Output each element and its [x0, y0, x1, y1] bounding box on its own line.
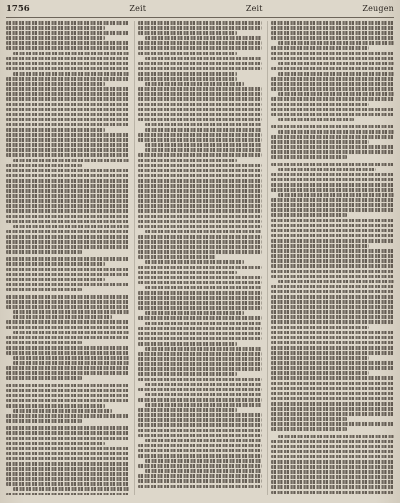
text-line	[271, 392, 394, 396]
text-line	[271, 275, 394, 279]
text-line	[6, 437, 129, 441]
text-line	[6, 230, 129, 234]
text-line	[6, 477, 129, 481]
text-line	[138, 352, 261, 356]
text-line	[6, 371, 129, 375]
text-line	[145, 36, 261, 40]
text-line	[138, 362, 261, 366]
text-line	[138, 332, 261, 336]
text-line	[6, 133, 129, 137]
text-line	[138, 266, 261, 270]
column-middle	[134, 21, 261, 495]
text-line	[138, 291, 261, 295]
text-line	[145, 403, 261, 407]
text-line	[138, 184, 261, 188]
text-line	[138, 169, 261, 173]
column-left	[6, 21, 129, 495]
text-line	[278, 193, 394, 197]
text-line	[271, 213, 347, 217]
text-line	[138, 46, 261, 50]
text-line	[138, 220, 261, 224]
text-line	[271, 346, 394, 350]
text-line	[138, 474, 261, 478]
text-line	[271, 155, 347, 159]
text-line	[271, 376, 394, 380]
text-line	[271, 422, 394, 426]
text-line	[271, 315, 394, 319]
text-line	[6, 67, 129, 71]
text-line	[6, 295, 129, 299]
text-line	[145, 347, 261, 351]
text-line	[138, 97, 261, 101]
text-line	[6, 278, 105, 282]
text-line	[138, 449, 261, 453]
text-line	[145, 393, 261, 397]
text-line	[6, 320, 129, 324]
column-right	[267, 21, 394, 495]
text-line	[6, 305, 129, 309]
text-line	[271, 455, 394, 459]
text-line	[145, 128, 261, 132]
text-line	[13, 225, 129, 229]
text-line	[138, 271, 237, 275]
text-line	[271, 163, 394, 167]
text-line	[6, 452, 129, 456]
text-line	[6, 143, 129, 147]
text-line	[6, 283, 129, 287]
text-line	[271, 320, 394, 324]
text-line	[278, 118, 354, 122]
text-line	[271, 460, 394, 464]
text-line	[138, 418, 261, 422]
text-line	[271, 259, 394, 263]
text-line	[138, 372, 237, 376]
text-line	[6, 220, 129, 224]
text-line	[271, 249, 394, 253]
text-line	[6, 194, 129, 198]
text-line	[6, 118, 129, 122]
text-line	[6, 235, 129, 239]
text-line	[271, 239, 394, 243]
text-line	[271, 198, 394, 202]
text-line	[271, 300, 394, 304]
text-line	[145, 143, 261, 147]
text-line	[6, 326, 129, 330]
text-line	[138, 41, 261, 45]
text-line	[138, 164, 261, 168]
text-line	[271, 183, 394, 187]
text-line	[138, 103, 261, 107]
text-line	[6, 113, 129, 117]
text-line	[138, 444, 261, 448]
text-line	[6, 92, 129, 96]
text-line	[6, 250, 82, 254]
text-line	[6, 77, 129, 81]
text-line	[6, 493, 129, 495]
text-line	[138, 77, 237, 81]
text-line	[6, 36, 105, 40]
text-line	[271, 412, 394, 416]
text-line	[271, 290, 394, 294]
text-line	[138, 189, 261, 193]
text-line	[138, 367, 261, 371]
text-line	[271, 326, 370, 330]
text-line	[6, 245, 129, 249]
text-line	[138, 52, 237, 56]
text-line	[145, 230, 261, 234]
text-line	[6, 404, 105, 408]
text-line	[6, 128, 105, 132]
text-line	[138, 67, 261, 71]
text-line	[138, 87, 261, 91]
text-line	[6, 341, 82, 345]
text-line	[271, 254, 394, 258]
text-line	[6, 41, 129, 45]
text-line	[6, 174, 129, 178]
text-line	[138, 118, 261, 122]
text-line	[271, 145, 394, 149]
text-line	[6, 467, 129, 471]
text-line	[278, 62, 394, 66]
text-line	[271, 203, 394, 207]
text-columns	[6, 21, 394, 495]
text-line	[271, 382, 394, 386]
text-line	[138, 408, 237, 412]
text-line	[145, 123, 261, 127]
text-line	[278, 130, 394, 134]
text-line	[138, 378, 261, 382]
text-line	[138, 31, 237, 35]
text-line	[138, 133, 261, 137]
text-line	[271, 351, 394, 355]
text-line	[271, 417, 347, 421]
text-line	[6, 426, 129, 430]
text-line	[271, 173, 394, 177]
text-line	[6, 462, 129, 466]
text-line	[6, 336, 129, 340]
text-line	[271, 427, 347, 431]
text-line	[271, 125, 394, 129]
text-line	[6, 46, 129, 50]
text-line	[271, 475, 394, 479]
text-line	[13, 361, 129, 365]
text-line	[6, 346, 129, 350]
text-line	[6, 31, 129, 35]
text-line	[6, 384, 129, 388]
text-line	[145, 469, 261, 473]
text-line	[6, 21, 129, 25]
right-running-head: Zeugen	[362, 4, 394, 13]
text-line	[138, 108, 261, 112]
text-line	[271, 491, 394, 495]
text-line	[138, 138, 261, 142]
text-line	[271, 407, 394, 411]
text-line	[278, 92, 394, 96]
text-line	[6, 273, 129, 277]
text-line	[138, 209, 261, 213]
text-line	[138, 204, 261, 208]
text-line	[138, 255, 214, 259]
text-line	[145, 322, 261, 326]
text-line	[6, 62, 129, 66]
text-line	[6, 376, 82, 380]
text-line	[271, 208, 394, 212]
text-line	[271, 305, 394, 309]
running-header	[6, 4, 394, 18]
text-line	[271, 361, 394, 365]
left-running-head: Zeit	[129, 4, 147, 13]
text-line	[138, 113, 261, 117]
text-line	[6, 108, 129, 112]
text-line	[271, 113, 394, 117]
text-line	[6, 389, 129, 393]
text-line	[271, 77, 394, 81]
text-line	[145, 439, 261, 443]
text-line	[138, 454, 261, 458]
text-line	[6, 351, 129, 355]
text-line	[271, 264, 394, 268]
text-line	[138, 342, 237, 346]
text-line	[138, 199, 261, 203]
text-line	[138, 179, 261, 183]
text-line	[138, 464, 261, 468]
text-line	[271, 295, 394, 299]
text-line	[271, 366, 394, 370]
text-line	[271, 310, 394, 314]
text-line	[271, 387, 394, 391]
text-line	[271, 397, 394, 401]
text-line	[138, 62, 261, 66]
text-line	[271, 229, 394, 233]
text-line	[138, 92, 261, 96]
text-line	[138, 434, 261, 438]
text-line	[278, 72, 394, 76]
text-line	[278, 41, 394, 45]
text-line	[6, 442, 105, 446]
text-line	[138, 429, 261, 433]
text-line	[138, 388, 261, 392]
text-line	[13, 52, 129, 56]
text-line	[6, 262, 105, 266]
text-line	[6, 447, 129, 451]
text-line	[138, 26, 261, 30]
text-line	[6, 179, 129, 183]
text-line	[6, 97, 129, 101]
text-line	[138, 240, 261, 244]
text-line	[138, 225, 261, 229]
text-line	[271, 485, 394, 489]
text-line	[138, 72, 237, 76]
text-line	[6, 482, 129, 486]
text-line	[271, 371, 370, 375]
text-line	[271, 21, 394, 25]
text-line	[138, 398, 261, 402]
text-line	[138, 174, 261, 178]
text-line	[6, 123, 129, 127]
text-line	[6, 240, 129, 244]
text-line	[271, 331, 394, 335]
text-line	[6, 189, 129, 193]
text-line	[271, 219, 394, 223]
text-line	[6, 26, 105, 30]
text-line	[13, 356, 129, 360]
text-line	[138, 327, 261, 331]
text-line	[271, 46, 370, 50]
text-line	[138, 337, 261, 341]
text-line	[271, 87, 394, 91]
text-line	[138, 215, 261, 219]
text-line	[138, 301, 261, 305]
text-line	[271, 465, 394, 469]
text-line	[6, 457, 129, 461]
text-line	[6, 199, 129, 203]
text-line	[271, 150, 394, 154]
text-line	[6, 215, 129, 219]
text-line	[138, 245, 261, 249]
text-line	[6, 472, 129, 476]
text-line	[6, 153, 129, 157]
text-line	[145, 286, 261, 290]
text-line	[138, 485, 261, 489]
text-line	[271, 108, 394, 112]
text-line	[278, 435, 394, 439]
text-line	[271, 336, 394, 340]
text-line	[271, 97, 394, 101]
text-line	[271, 26, 394, 30]
text-line	[138, 250, 261, 254]
text-line	[13, 487, 129, 491]
text-line	[6, 204, 129, 208]
text-line	[271, 445, 394, 449]
text-line	[6, 82, 105, 86]
text-line	[271, 480, 394, 484]
text-line	[271, 31, 394, 35]
text-line	[271, 140, 370, 144]
text-line	[6, 169, 129, 173]
text-line	[271, 57, 394, 61]
text-line	[6, 87, 129, 91]
text-line	[138, 296, 261, 300]
text-line	[138, 276, 261, 280]
text-line	[271, 402, 394, 406]
text-line	[13, 72, 129, 76]
text-line	[6, 419, 82, 423]
text-line	[145, 311, 244, 315]
text-line	[271, 285, 394, 289]
text-line	[271, 450, 394, 454]
text-line	[271, 67, 394, 71]
text-line	[138, 21, 261, 25]
text-line	[6, 148, 129, 152]
text-line	[13, 409, 112, 413]
text-line	[6, 394, 129, 398]
text-line	[271, 36, 394, 40]
text-line	[138, 316, 261, 320]
text-line	[145, 82, 244, 86]
text-line	[138, 194, 261, 198]
text-line	[271, 135, 394, 139]
text-line	[145, 459, 261, 463]
text-line	[278, 280, 394, 284]
text-line	[271, 244, 370, 248]
text-line	[13, 310, 129, 314]
text-line	[145, 383, 261, 387]
text-line	[6, 164, 82, 168]
text-line	[6, 184, 129, 188]
text-line	[6, 138, 129, 142]
text-line	[271, 470, 394, 474]
text-line	[6, 209, 129, 213]
text-line	[138, 281, 261, 285]
text-line	[271, 270, 394, 274]
text-line	[271, 82, 394, 86]
text-line	[6, 399, 129, 403]
text-line	[145, 260, 244, 264]
text-line	[138, 306, 261, 310]
text-line	[13, 315, 112, 319]
text-line	[271, 234, 394, 238]
text-line	[6, 268, 129, 272]
text-line	[138, 235, 261, 239]
text-line	[6, 288, 82, 292]
text-line	[145, 148, 261, 152]
text-line	[13, 159, 129, 163]
text-line	[271, 103, 370, 107]
text-line	[271, 224, 394, 228]
text-line	[271, 356, 370, 360]
text-line	[145, 57, 261, 61]
text-line	[6, 366, 129, 370]
text-line	[271, 188, 394, 192]
text-line	[271, 178, 394, 182]
text-line	[13, 331, 129, 335]
text-line	[6, 257, 129, 261]
text-line	[138, 479, 261, 483]
text-line	[278, 168, 377, 172]
text-line	[138, 423, 261, 427]
text-line	[138, 159, 237, 163]
text-line	[6, 57, 129, 61]
page-number: 1756	[6, 4, 30, 14]
text-line	[271, 341, 394, 345]
center-running-head: Zeit	[245, 4, 263, 13]
text-line	[6, 103, 129, 107]
text-line	[6, 300, 129, 304]
text-line	[6, 431, 129, 435]
text-line	[271, 440, 394, 444]
text-line	[138, 357, 261, 361]
text-line	[271, 52, 394, 56]
text-line	[138, 413, 261, 417]
text-line	[138, 153, 261, 157]
text-line	[6, 414, 129, 418]
